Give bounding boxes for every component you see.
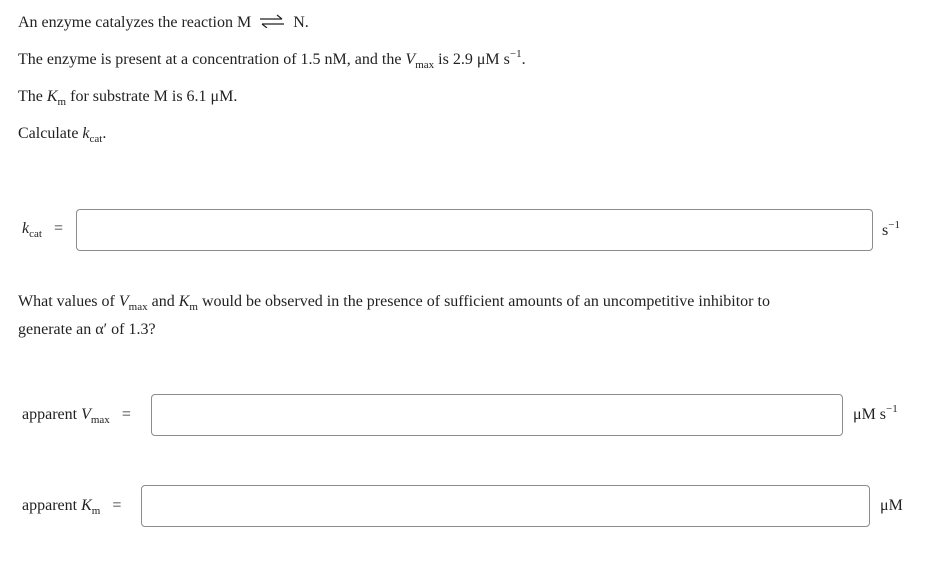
equals-sign: = [112,497,122,514]
km-unit-text: μM [880,497,903,514]
calculate-instruction [18,124,106,144]
kcat-subscript: cat [89,133,103,145]
vmax-answer-label [22,406,131,424]
reaction-text: An enzyme catalyzes the reaction M [18,14,252,31]
inhibitor-question-line1 [18,292,770,312]
kcat-symbol: k [82,125,90,142]
vmax-subscript: max [128,301,148,313]
vmax-unit [853,403,898,424]
vmax-exponent: −1 [509,48,522,60]
vmax-symbol: V [405,51,416,68]
km-subscript: m [189,301,198,313]
apparent-vmax-input[interactable] [151,394,843,436]
question-text: would be observed in the presence of sufficient amounts of an uncompetitive inhibitor to [201,293,770,310]
calculate-text: Calculate [18,125,79,142]
apparent-text: apparent [22,406,78,423]
concentration-statement [18,50,526,70]
kcat-unit [882,219,900,240]
question-text: and [151,293,175,310]
reaction-statement [18,13,309,33]
vmax-subscript: max [415,59,435,71]
kcat-input[interactable] [76,209,873,251]
km-subscript: m [57,96,67,108]
equals-sign: = [53,220,63,237]
reaction-product: N. [293,14,309,31]
km-symbol: K [46,88,58,105]
km-statement [18,87,237,107]
km-label-symbol: K [81,497,92,514]
vmax-value-text: is 2.9 μM s [438,51,510,68]
apparent-km-input[interactable] [141,485,870,527]
kcat-unit-exponent: −1 [888,219,900,231]
km-symbol: K [178,293,190,310]
vmax-label-symbol: V [81,406,91,423]
apparent-text: apparent [22,497,78,514]
kcat-unit-base: s [882,222,889,239]
question-text: What values of [18,293,115,310]
km-pre-text: The [18,88,43,105]
vmax-unit-exponent: −1 [886,403,898,415]
equals-sign: = [121,406,131,423]
period: . [102,125,107,142]
kcat-label-subscript: cat [29,228,42,240]
equilibrium-arrows-icon [258,14,286,28]
period: . [521,51,526,68]
concentration-text: The enzyme is present at a concentration of 1.5 nM, and the [18,51,402,68]
vmax-unit-base: μM s [853,406,887,423]
kcat-label-symbol: k [22,220,30,237]
inhibitor-question-line2 [18,320,156,340]
km-value-text: for substrate M is 6.1 μM. [70,88,238,105]
km-unit [880,497,903,515]
vmax-label-subscript: max [90,414,110,426]
km-answer-label [22,497,121,515]
kcat-answer-label [22,220,63,238]
question-text: generate an α′ of 1.3? [18,321,156,338]
km-label-subscript: m [91,505,101,517]
vmax-symbol: V [118,293,129,310]
